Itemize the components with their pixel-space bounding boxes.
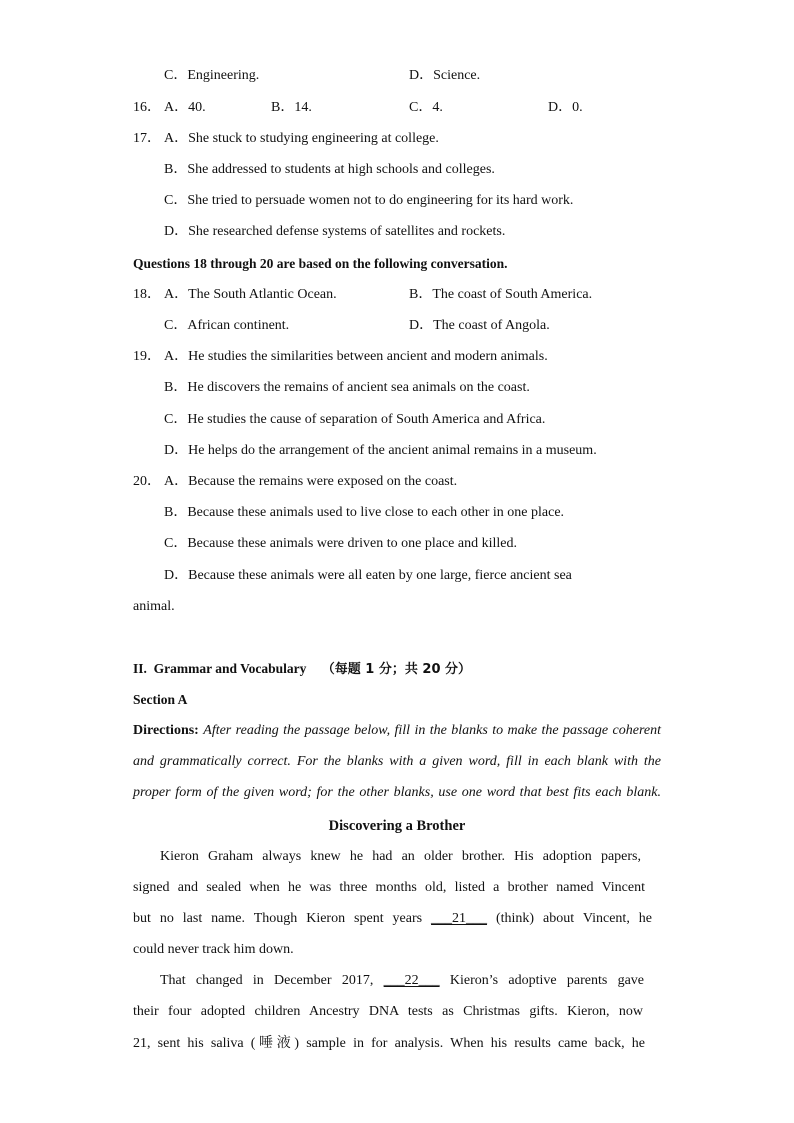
passage-p2-line-1	[160, 972, 644, 990]
passage-p1-line-3	[133, 910, 652, 928]
q16-option-b: B．14.	[271, 100, 312, 115]
q17-number: 17．	[133, 131, 161, 146]
q19-number: 19．	[133, 349, 161, 364]
section-title: II. Grammar and Vocabulary	[133, 661, 307, 676]
q20-option-d-continued: animal.	[133, 599, 175, 614]
q16-option-c: C．4.	[409, 100, 443, 115]
q16-option-a: A．40.	[164, 100, 206, 115]
q17-option-a: A．She stuck to studying engineering at college.	[164, 131, 439, 146]
q17-option-b: B．She addressed to students at high schools and colleges.	[164, 162, 495, 177]
q15-option-c: C．Engineering.	[164, 68, 260, 83]
q20-option-b: B．Because these animals used to live close to each other in one place.	[164, 505, 565, 520]
q19-option-c: C．He studies the cause of separation of South America and Africa.	[164, 412, 546, 427]
q16-number: 16．	[133, 100, 161, 115]
q17-option-c: C．She tried to persuade women not to do engineering for its hard work.	[164, 193, 574, 208]
q16-option-d: D．0.	[548, 100, 583, 115]
section-points: （每题 1 分；共 20 分）	[321, 662, 472, 677]
q19-option-b: B．He discovers the remains of ancient sea animals on the coast.	[164, 380, 530, 395]
p2-line-1-before-blank: That changed in December 2017,	[160, 973, 374, 988]
passage-p1-line-4: could never track him down.	[133, 942, 294, 957]
q20-option-d: D．Because these animals were all eaten by one large, fierce ancient sea	[164, 568, 572, 583]
q18-option-c: C．African continent.	[164, 318, 290, 333]
p1-line-3-before-blank: but no last name. Though Kieron spent years	[133, 911, 423, 926]
p1-line-3-after-blank: (think) about Vincent, he	[495, 911, 652, 926]
passage-p2-line-3: 21, sent his saliva (唾液) sample in for analysis. When his results came back, he	[133, 1036, 645, 1051]
passage-p1-line-1: Kieron Graham always knew he had an older brother. His adoption papers,	[160, 849, 641, 864]
section-a-label: Section A	[133, 692, 188, 707]
conversation-header: Questions 18 through 20 are based on the following conversation.	[133, 256, 508, 271]
directions-label: Directions:	[133, 723, 199, 738]
q20-option-a: A．Because the remains were exposed on the coast.	[164, 474, 458, 489]
q20-option-c: C．Because these animals were driven to one place and killed.	[164, 536, 517, 551]
q17-option-d: D．She researched defense systems of satellites and rockets.	[164, 224, 506, 239]
q18-option-b: B．The coast of South America.	[409, 287, 593, 302]
directions-line-1	[133, 722, 661, 740]
q18-number: 18．	[133, 287, 161, 302]
p2-line-1-after-blank: Kieron’s adoptive parents gave	[449, 973, 645, 988]
q20-number: 20．	[133, 474, 161, 489]
passage-p2-line-2: their four adopted children Ancestry DNA tests as Christmas gifts. Kieron, now	[133, 1004, 643, 1019]
blank-22: ___22___	[383, 973, 440, 988]
blank-21: ___21___	[431, 911, 488, 926]
section-heading	[133, 660, 471, 679]
q18-option-a: A．The South Atlantic Ocean.	[164, 287, 337, 302]
q19-option-a: A．He studies the similarities between ancient and modern animals.	[164, 349, 548, 364]
q15-option-d: D．Science.	[409, 68, 481, 83]
passage-title: Discovering a Brother	[328, 818, 466, 834]
directions-line-2: and grammatically correct. For the blanks with a given word, fill in each blank with the	[133, 754, 661, 769]
passage-p1-line-2: signed and sealed when he was three months old, listed a brother named Vincent	[133, 880, 645, 895]
directions-text-1: After reading the passage below, fill in the blanks to make the passage coherent	[203, 723, 661, 738]
q18-option-d: D．The coast of Angola.	[409, 318, 550, 333]
directions-line-3: proper form of the given word; for the other blanks, use one word that best fits each blank.	[133, 785, 661, 800]
q19-option-d: D．He helps do the arrangement of the ancient animal remains in a museum.	[164, 443, 597, 458]
